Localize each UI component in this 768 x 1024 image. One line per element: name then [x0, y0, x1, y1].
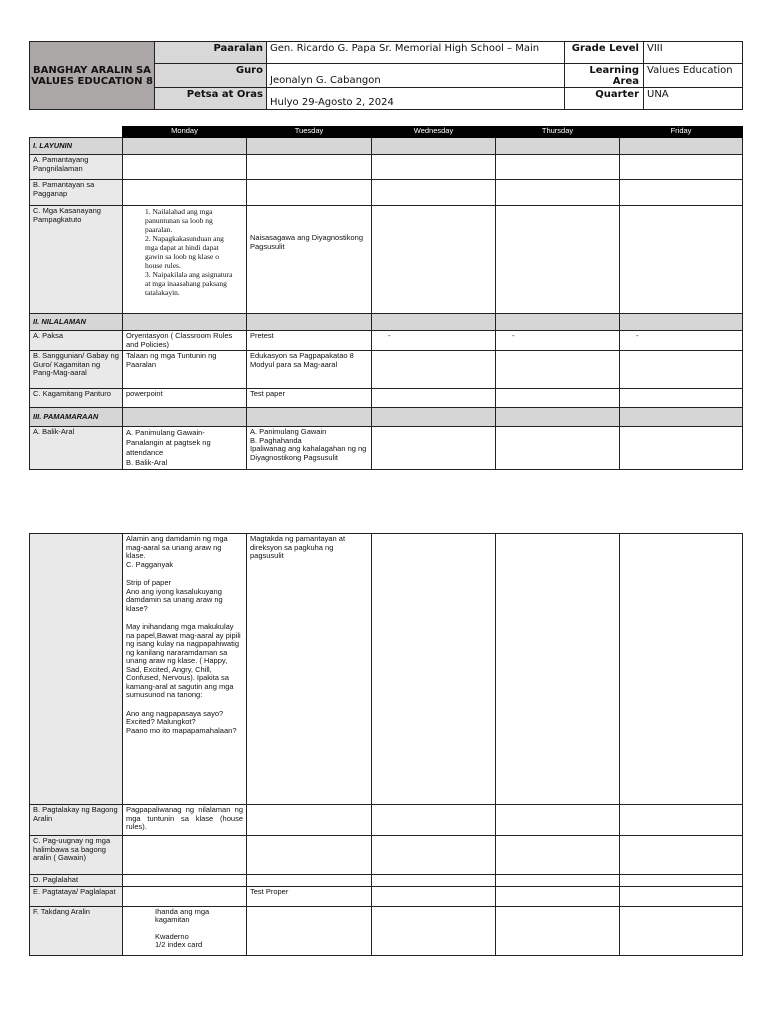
row-label: A. Balik-Aral — [30, 427, 123, 470]
materials-monday: powerpoint — [123, 389, 247, 408]
assignment-monday: Ihanda ang mga kagamitan Kwaderno 1/2 index card — [123, 906, 247, 955]
lesson-plan-table — [29, 126, 743, 470]
day-thursday: Thursday — [496, 127, 620, 138]
day-tuesday: Tuesday — [247, 127, 372, 138]
topic-wednesday: - — [372, 331, 496, 351]
materials-tuesday: Test paper — [247, 389, 372, 408]
day-wednesday: Wednesday — [372, 127, 496, 138]
quarter-label: Quarter — [565, 88, 644, 110]
lesson-plan-header — [29, 41, 743, 110]
table-row — [30, 389, 743, 408]
section-title: III. PAMAMARAAN — [30, 408, 123, 427]
review-continued-tuesday: Magtakda ng pamantayan at direksyon sa pagkuha ng pagsusulit — [247, 534, 372, 805]
table-row — [30, 886, 743, 906]
grade-level-label: Grade Level — [565, 42, 644, 64]
lesson-plan-table-continued — [29, 533, 743, 956]
school-label: Paaralan — [155, 42, 267, 64]
teacher-value: Jeonalyn G. Cabangon — [267, 64, 565, 88]
row-label: B. Sanggunian/ Gabay ng Guro/ Kagamitan ng Pang-Mag-aaral — [30, 351, 123, 389]
row-label: D. Paglalahat — [30, 875, 123, 887]
row-label: C. Pag-uugnay ng mga halimbawa sa bagong aralin ( Gawain) — [30, 836, 123, 875]
reference-tuesday: Edukasyon sa Pagpapakatao 8 Modyul para sa Mag-aaral — [247, 351, 372, 389]
table-row — [30, 805, 743, 836]
objectives-tuesday: Naisasagawa ang Diyagnostikong Pagsusulit — [247, 206, 372, 314]
learning-area-label: Learning Area — [565, 64, 644, 88]
objectives-monday: 1. Nailalahad ang mga panuntunan sa loob ng paaralan. 2. Napagkakasunduan ang mga dapat at hindi dapat gawin sa loob ng klase o house rules. 3. Naipakilala ang asignatura at mga inaasahang paksang tatalakayin. — [123, 206, 247, 314]
table-row — [30, 906, 743, 955]
table-row — [30, 155, 743, 180]
date-label: Petsa at Oras — [155, 88, 267, 110]
row-label: B. Pamantayan sa Pagganap — [30, 180, 123, 206]
topic-thursday: - — [496, 331, 620, 351]
row-label: C. Mga Kasanayang Pampagkatuto — [30, 206, 123, 314]
topic-tuesday: Pretest — [247, 331, 372, 351]
row-label: E. Pagtataya/ Paglalapat — [30, 886, 123, 906]
table-row — [30, 180, 743, 206]
topic-monday: Oryentasyon ( Classroom Rules and Policies) — [123, 331, 247, 351]
row-label: A. Pamantayang Pangnilalaman — [30, 155, 123, 180]
table-row — [30, 331, 743, 351]
table-row — [30, 206, 743, 314]
section-layunin — [30, 138, 743, 155]
table-row — [30, 875, 743, 887]
discussion-monday: Pagpapaliwanag ng nilalaman ng mga tuntunin sa klase (house rules). — [123, 805, 247, 836]
review-continued-monday: Alamin ang damdamin ng mga mag-aaral sa unang araw ng klase. C. Pagganyak Strip of paper Ano ang iyong kasalukuyang damdamin sa unang araw ng klase? May inihandang mga makukulay na papel,Bawat mag-aaral ay pipili ng isang kulay na nagpapahiwatig ng kanilang nararamdaman sa unang araw ng klase. ( Happy, Sad, Excited, Angry, Chill, Confused, Nervous). Ipakita sa kamang-aral at sagutin ang mga sumusunod na tanong: Ano ang nagpapasaya sayo? Excited? Malungkot? Paano mo ito mapapamahalaan? — [123, 534, 247, 805]
table-row — [30, 836, 743, 875]
assessment-tuesday: Test Proper — [247, 886, 372, 906]
review-monday: A. Panimulang Gawain- Panalangin at pagtsek ng attendance B. Balik-Aral — [123, 427, 247, 470]
row-label: C. Kagamitang Panturo — [30, 389, 123, 408]
teacher-label: Guro — [155, 64, 267, 88]
day-monday: Monday — [123, 127, 247, 138]
section-pamamaraan — [30, 408, 743, 427]
row-label: A. Paksa — [30, 331, 123, 351]
date-value: Hulyo 29-Agosto 2, 2024 — [267, 88, 565, 110]
row-label: B. Pagtalakay ng Bagong Aralin — [30, 805, 123, 836]
table-row — [30, 427, 743, 470]
section-title: I. LAYUNIN — [30, 138, 123, 155]
school-value: Gen. Ricardo G. Papa Sr. Memorial High School – Main — [267, 42, 565, 64]
document-title: BANGHAY ARALIN SA VALUES EDUCATION 8 — [30, 42, 155, 110]
section-nilalaman — [30, 314, 743, 331]
row-label: F. Takdang Aralin — [30, 906, 123, 955]
table-row — [30, 351, 743, 389]
reference-monday: Talaan ng mga Tuntunin ng Paaralan — [123, 351, 247, 389]
day-header-row — [30, 127, 743, 138]
table-row — [30, 534, 743, 805]
learning-area-value: Values Education — [644, 64, 743, 88]
section-title: II. NILALAMAN — [30, 314, 123, 331]
topic-friday: - — [620, 331, 743, 351]
day-friday: Friday — [620, 127, 743, 138]
review-tuesday: A. Panimulang Gawain B. Paghahanda Ipaliwanag ang kahalagahan ng ng Diyagnostikong Pagsusulit — [247, 427, 372, 470]
quarter-value: UNA — [644, 88, 743, 110]
grade-level-value: VIII — [644, 42, 743, 64]
